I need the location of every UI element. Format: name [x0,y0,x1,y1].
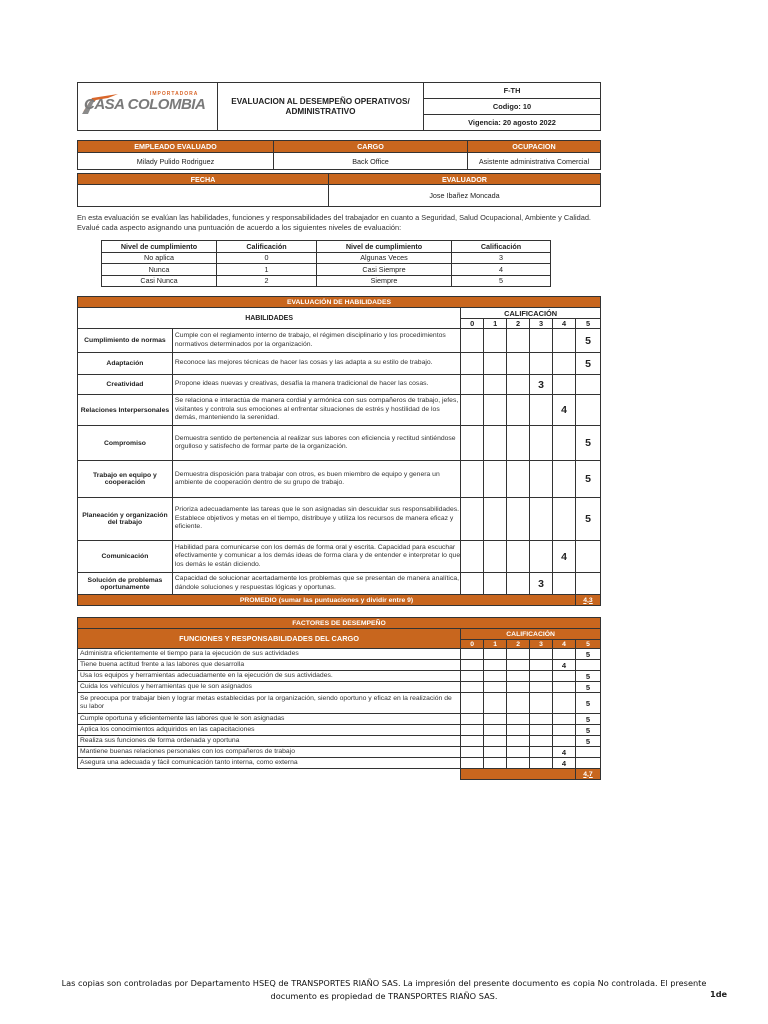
score-cell [461,375,484,395]
function-score: 4 [553,747,576,758]
skills-title: EVALUACIÓN DE HABILIDADES [78,297,601,308]
function-description: Tiene buena actitud frente a las labores que desarrolla [78,660,461,671]
skill-row [78,375,601,395]
score-cell [530,758,553,769]
scale-cell: 5 [576,319,601,329]
score-cell [484,395,507,426]
level-cell: 5 [452,275,551,287]
score-cell [507,375,530,395]
skill-row [78,426,601,461]
score-cell [553,461,576,498]
function-description: Cuida los vehículos y herramientas que le son asignados [78,682,461,693]
score-cell [530,693,553,714]
function-score: 5 [575,693,600,714]
function-row [78,758,601,769]
score-cell [553,714,576,725]
score-cell [484,329,507,353]
calif-label: CALIFICACIÓN [461,308,601,319]
score-cell [507,660,530,671]
function-description: Aplica los conocimientos adquiridos en las capacitaciones [78,725,461,736]
score-cell [484,660,507,671]
skill-score: 4 [553,541,576,573]
skill-row [78,461,601,498]
level-cell: Algunas Veces [317,252,452,264]
document-header [77,82,601,131]
score-cell [507,725,530,736]
score-cell [530,541,553,573]
skill-name: Compromiso [78,426,173,461]
functions-avg-value: 4,7 [575,769,600,780]
score-cell [484,541,507,573]
promedio-label: PROMEDIO (sumar las puntuaciones y dividir entre 9) [78,595,576,606]
cargo-label: CARGO [274,141,468,153]
skill-name: Trabajo en equipo y cooperación [78,461,173,498]
skill-row [78,353,601,375]
skill-score: 5 [576,329,601,353]
score-cell [507,426,530,461]
function-row [78,682,601,693]
score-cell [530,649,553,660]
score-cell [484,353,507,375]
score-cell [484,498,507,541]
document-title: EVALUACION AL DESEMPEÑO OPERATIVOS/ ADMINISTRATIVO [218,83,424,131]
score-cell [530,747,553,758]
skill-name: Planeación y organización del trabajo [78,498,173,541]
function-description: Administra eficientemente el tiempo para la ejecución de sus actividades [78,649,461,660]
skills-table [77,296,601,606]
score-cell [553,573,576,595]
skill-score: 5 [576,498,601,541]
scale-cell: 0 [461,319,484,329]
skill-row [78,573,601,595]
function-score: 5 [575,649,600,660]
score-cell [484,375,507,395]
function-description: Mantiene buenas relaciones personales con los compañeros de trabajo [78,747,461,758]
score-cell [553,682,576,693]
score-cell [507,649,530,660]
ocupacion-label: OCUPACION [468,141,601,153]
cargo-value: Back Office [274,153,468,170]
skill-description: Demuestra disposición para trabajar con otros, es buen miembro de equipo y genera un ambiente de cooperación dentro de su grupo de trabajo. [172,461,460,498]
skill-score: 5 [576,353,601,375]
score-cell [461,649,484,660]
skill-description: Demuestra sentido de pertenencia al realizar sus labores con eficiencia y rectitud sintiéndose orgulloso y satisfecho de formar parte de la organización. [172,426,460,461]
scale-cell: 3 [530,319,553,329]
fecha-value [78,185,329,207]
score-cell [553,725,576,736]
score-cell [484,461,507,498]
score-cell [576,573,601,595]
score-cell [484,747,507,758]
function-score: 5 [575,714,600,725]
employee-label: EMPLEADO EVALUADO [78,141,274,153]
score-cell [530,671,553,682]
score-cell [507,758,530,769]
scale-cell: 4 [553,640,576,649]
score-cell [553,649,576,660]
score-cell [484,671,507,682]
skill-score: 5 [576,461,601,498]
function-description: Usa los equipos y herramientas adecuadamente en la ejecución de sus actividades. [78,671,461,682]
scale-cell: 3 [530,640,553,649]
scale-cell: 4 [553,319,576,329]
score-cell [484,725,507,736]
skill-score: 4 [553,395,576,426]
function-row [78,747,601,758]
score-cell [553,693,576,714]
function-row [78,693,601,714]
score-cell [461,329,484,353]
score-cell [553,329,576,353]
scale-cell: 0 [461,640,484,649]
score-cell [484,649,507,660]
function-description: Realiza sus funciones de forma ordenada y oportuna [78,736,461,747]
score-cell [530,714,553,725]
function-score: 5 [575,671,600,682]
score-header: Calificación [452,241,551,253]
function-score: 5 [575,725,600,736]
function-row [78,714,601,725]
score-cell [507,573,530,595]
score-cell [575,660,600,671]
logo-main-text: CASA COLOMBIA [84,95,206,113]
score-cell [530,461,553,498]
skills-col-label: HABILIDADES [78,308,461,329]
scale-cell: 2 [507,319,530,329]
level-cell: 0 [217,252,317,264]
function-description: Se preocupa por trabajar bien y lograr metas establecidas por la organización, siendo oportuno y eficaz en la realización de su labor [78,693,461,714]
functions-col-label: FUNCIONES Y RESPONSABILIDADES DEL CARGO [78,629,461,649]
score-cell [530,736,553,747]
form-code: F-TH [424,83,601,99]
scale-cell: 2 [507,640,530,649]
function-row [78,649,601,660]
company-logo [78,84,217,130]
level-cell: Siempre [317,275,452,287]
skill-name: Solución de problemas oportunamente [78,573,173,595]
skill-score: 3 [530,573,553,595]
score-cell [461,682,484,693]
logo-cell [78,83,218,131]
skill-score: 5 [576,426,601,461]
ocupacion-value: Asistente administrativa Comercial [468,153,601,170]
score-cell [507,395,530,426]
evaluador-value: Jose Ibañez Moncada [329,185,601,207]
score-cell [484,682,507,693]
score-cell [576,375,601,395]
skill-name: Creatividad [78,375,173,395]
promedio-value: 4,3 [576,595,601,606]
score-cell [461,573,484,595]
function-score: 5 [575,682,600,693]
score-cell [575,747,600,758]
skill-description: Se relaciona e interactúa de manera cordial y armónica con sus compañeros de trabajo, jefes, visitantes y controla sus emociones al enfrentar situaciones de estrés y hostilidad de los demás, manteniendo la serenidad. [172,395,460,426]
score-cell [553,375,576,395]
score-cell [507,714,530,725]
function-row [78,736,601,747]
scale-cell: 1 [484,319,507,329]
score-cell [461,725,484,736]
score-cell [530,426,553,461]
score-cell [461,498,484,541]
function-row [78,671,601,682]
function-score: 4 [553,758,576,769]
score-cell [530,329,553,353]
functions-table [77,617,601,780]
fecha-label: FECHA [78,174,329,185]
score-cell [553,671,576,682]
skill-description: Prioriza adecuadamente las tareas que le son asignadas sin descuidar sus responsabilidades. Establece objetivos y metas en el tiempo, distribuye y utiliza los recursos de manera eficaz y eficiente. [172,498,460,541]
skill-description: Propone ideas nuevas y creativas, desafía la manera tradicional de hacer las cosas. [172,375,460,395]
level-cell: 4 [452,264,551,276]
level-cell: 1 [217,264,317,276]
footer-text: Las copias son controladas por Departamento HSEQ de TRANSPORTES RIAÑO SAS. La impresión del presente documento es copia No controlada. El presente documento es propiedad de TRANSPORTES RIAÑO SAS. [61,978,707,1001]
score-cell [553,498,576,541]
skill-name: Comunicación [78,541,173,573]
score-cell [461,461,484,498]
score-cell [484,736,507,747]
score-cell [530,660,553,671]
score-cell [461,693,484,714]
levels-table [101,240,551,287]
score-cell [461,353,484,375]
score-cell [575,758,600,769]
score-cell [484,426,507,461]
function-score: 5 [575,736,600,747]
functions-avg-bar [461,769,576,780]
skill-row [78,329,601,353]
skill-description: Reconoce las mejores técnicas de hacer las cosas y las adapta a su estilo de trabajo. [172,353,460,375]
score-cell [484,714,507,725]
skill-row [78,498,601,541]
score-cell [461,758,484,769]
score-cell [484,573,507,595]
level-header: Nivel de cumplimiento [317,241,452,253]
score-cell [461,426,484,461]
level-cell: No aplica [102,252,217,264]
score-cell [461,395,484,426]
score-cell [576,395,601,426]
employee-table [77,140,601,170]
function-row [78,725,601,736]
score-cell [461,541,484,573]
score-cell [507,736,530,747]
score-cell [530,725,553,736]
score-cell [553,736,576,747]
score-cell [530,353,553,375]
level-cell: Casi Siempre [317,264,452,276]
skill-description: Cumple con el reglamento interno de trabajo, el régimen disciplinario y los procedimientos normativos determinados por la organización. [172,329,460,353]
level-header: Nivel de cumplimiento [102,241,217,253]
score-cell [461,736,484,747]
evaluador-label: EVALUADOR [329,174,601,185]
vigencia: Vigencia: 20 agosto 2022 [424,115,601,131]
score-cell [553,353,576,375]
score-cell [507,329,530,353]
score-cell [461,660,484,671]
score-cell [507,353,530,375]
score-cell [507,671,530,682]
intro-text: En esta evaluación se evalúan las habilidades, funciones y responsabilidades del trabajador en cuanto a Seguridad, Salud Ocupacional, Ambiente y Calidad. Evalué cada aspecto asignando una puntuación de acuerdo a los siguientes niveles de evaluación: [77,213,591,232]
skill-row [78,541,601,573]
score-cell [507,498,530,541]
logo-small-text: IMPORTADORA [150,90,199,97]
function-description: Cumple oportuna y eficientemente las labores que le son asignadas [78,714,461,725]
page-number: 1de [710,989,728,999]
scale-cell: 1 [484,640,507,649]
scale-cell: 5 [575,640,600,649]
calif-label: CALIFICACIÓN [461,629,601,640]
level-cell: 3 [452,252,551,264]
function-row [78,660,601,671]
skill-name: Relaciones Interpersonales [78,395,173,426]
fecha-table [77,173,601,207]
score-cell [507,461,530,498]
score-cell [530,498,553,541]
skill-score: 3 [530,375,553,395]
score-cell [553,426,576,461]
score-cell [576,541,601,573]
function-score: 4 [553,660,576,671]
skill-name: Cumplimiento de normas [78,329,173,353]
score-cell [461,747,484,758]
skill-name: Adaptación [78,353,173,375]
score-cell [507,693,530,714]
function-description: Asegura una adecuada y fácil comunicación tanto interna, como externa [78,758,461,769]
score-cell [507,541,530,573]
employee-name: Milady Pulido Rodriguez [78,153,274,170]
factors-title: FACTORES DE DESEMPEÑO [78,618,601,629]
score-cell [530,682,553,693]
score-header: Calificación [217,241,317,253]
score-cell [461,714,484,725]
skill-row [78,395,601,426]
score-cell [507,682,530,693]
score-cell [461,671,484,682]
skill-description: Habilidad para comunicarse con los demás de forma oral y escrita. Capacidad para escuchar efectivamente y comunicar a los demás ideas de forma clara y de entender e interpretar lo que los demás le están diciendo. [172,541,460,573]
level-cell: 2 [217,275,317,287]
skill-description: Capacidad de solucionar acertadamente los problemas que se presentan de manera analítica, dándole soluciones y respuestas lógicas y oportunas. [172,573,460,595]
codigo: Codigo: 10 [424,99,601,115]
score-cell [507,747,530,758]
score-cell [484,693,507,714]
level-cell: Casi Nunca [102,275,217,287]
level-cell: Nunca [102,264,217,276]
score-cell [484,758,507,769]
score-cell [530,395,553,426]
